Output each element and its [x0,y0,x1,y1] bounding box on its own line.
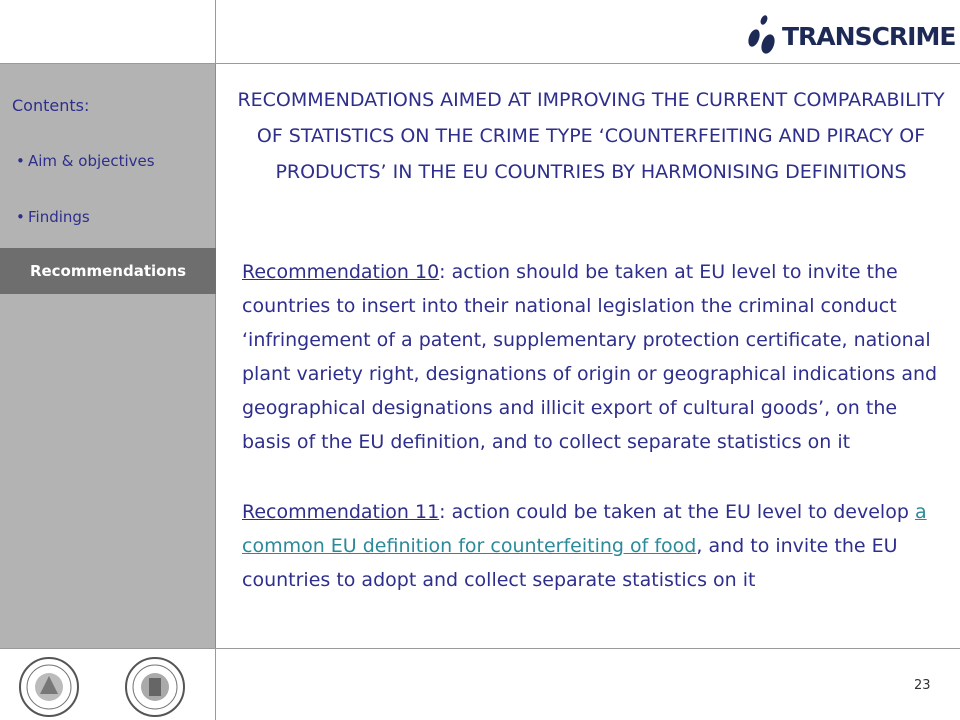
bullet-icon: • [16,208,25,226]
slide-title: RECOMMENDATIONS AIMED AT IMPROVING THE CURRENT COMPARABILITY OF STATISTICS ON THE CRIME TYPE ‘COUNTERFEITING AND PIRACY OF PRODUCTS’ IN THE EU COUNTRIES BY HARMONISING DEFINITIONS [237,89,945,183]
recommendation-11 [242,495,942,597]
recommendation-11-label: Recommendation 11 [242,501,440,523]
page-number: 23 [914,678,931,693]
cattolica-seal-icon [124,656,186,718]
food-definition-link[interactable]: a common EU definition for counterfeiting of food [242,501,927,557]
bullet-icon: • [16,152,25,170]
recommendation-11-text-end: , and to invite the EU countries to adopt and collect separate statistics on it [242,535,898,591]
transcrime-logo [742,14,956,58]
sidebar-item-findings[interactable] [16,208,90,226]
recommendation-11-text: : action could be taken at the EU level to develop [439,501,915,523]
logo-mark-icon [742,14,782,58]
sidebar-item-recommendations[interactable]: Recommendations [0,248,216,294]
sidebar-item-aim-objectives[interactable] [16,152,155,170]
recommendation-10 [242,255,942,459]
logo-text: TRANSCRIME [782,22,956,51]
top-left-panel [0,0,216,64]
university-seal-icon [18,656,80,718]
contents-heading: Contents: [12,96,90,115]
sidebar-item-label: Findings [28,208,90,226]
recommendation-10-text: : action should be taken at EU level to invite the countries to insert into their national legislation the criminal conduct ‘infringement of a patent, supplementary protection certificate, national plant variety right, designations of origin or geographical indications and geographical designations and illicit export of cultural goods’, on the basis of the EU definition, and to collect separate statistics on it [242,261,938,453]
sidebar-item-label: Aim & objectives [28,152,155,170]
recommendation-10-label: Recommendation 10 [242,261,440,283]
